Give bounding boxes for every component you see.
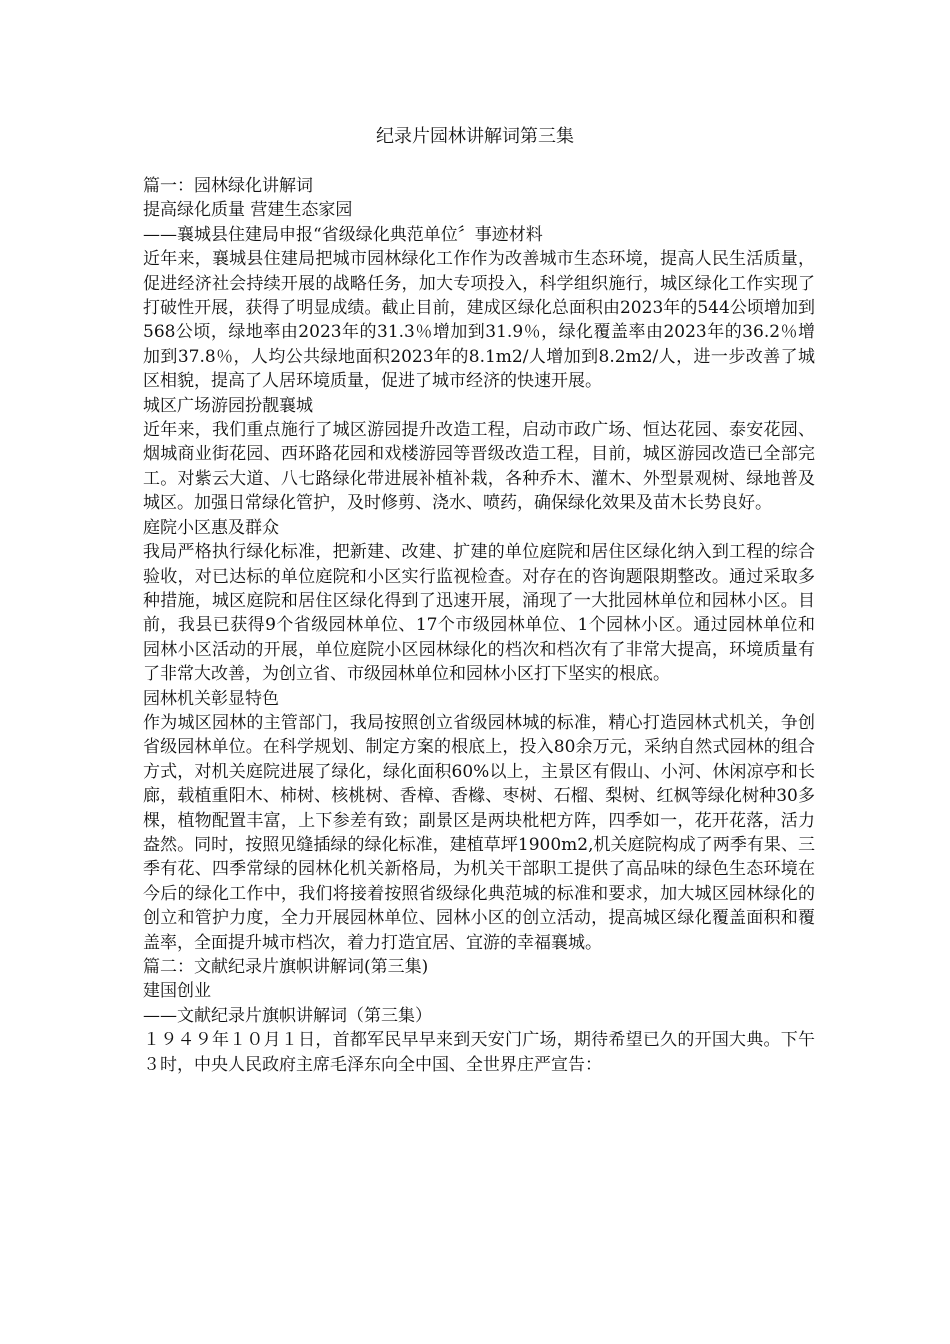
section-subtitle-line: ——文献纪录片旗帜讲解词（第三集）: [143, 1005, 432, 1026]
body-paragraph: 近年来，我们重点施行了城区游园提升改造工程，启动市政广场、恒达花园、泰安花园、烟城商业街花园、西环路花园和戏楼游园等晋级改造工程，目前，城区游园改造已全部完工。对紫云大道、八七路绿化带进展补植补栽，各种乔木、灌木、外型景观树、绿地普及城区。加强日常绿化管护，及时修剪、浇水、喷药，确保绿化效果及苗木长势良好。: [143, 420, 815, 514]
section-subtitle: 提高绿化质量 营建生态家园: [143, 200, 353, 221]
section-heading-1: 篇一：园林绿化讲解词: [143, 176, 313, 196]
body-paragraph: 近年来，襄城县住建局把城市园林绿化工作作为改善城市生态环境，提高人民生活质量，促进经济社会持续开展的战略任务，加大专项投入，科学组织施行，城区绿化工作实现了打破性开展，获得了明显成绩。截止目前，建成区绿化总面积由2023年的544公顷增加到568公顷，绿地率由2023年的31.3％增加到31.9％，绿化覆盖率由2023年的36.2％增加到37.8％，人均公共绿地面积2023年的8.1m2/人增加到8.2m2/人，进一步改善了城区相貌，提高了人居环境质量，促进了城市经济的快速开展。: [143, 249, 815, 392]
section-heading-2: 篇二：文献纪录片旗帜讲解词(第三集): [143, 957, 429, 977]
body-paragraph: 我局严格执行绿化标准，把新建、改建、扩建的单位庭院和居住区绿化纳入到工程的综合验收，对已达标的单位庭院和小区实行监视检查。对存在的咨询题限期整改。通过采取多种措施，城区庭院和居住区绿化得到了迅速开展，涌现了一大批园林单位和园林小区。目前，我县已获得9个省级园林单位、17个市级园林单位、1个园林小区。通过园林单位和园林小区活动的开展，单位庭院小区园林绿化的档次和档次有了非常大提高，环境质量有了非常大改善，为创立省、市级园林单位和园林小区打下坚实的根底。: [143, 542, 815, 685]
section-subtitle-line: ——襄城县住建局申报“省级绿化典范单位〞事迹材料: [143, 224, 543, 245]
subsection-heading: 城区广场游园扮靓襄城: [143, 395, 313, 416]
body-paragraph: １９４９年１０月１日，首都军民早早来到天安门广场，期待希望已久的开国大典。下午３时，中央人民政府主席毛泽东向全中国、全世界庄严宣告：: [143, 1030, 815, 1075]
subsection-heading: 庭院小区惠及群众: [143, 517, 279, 538]
body-paragraph: 作为城区园林的主管部门，我局按照创立省级园林城的标准，精心打造园林式机关，争创省级园林单位。在科学规划、制定方案的根底上，投入80余万元，采纳自然式园林的组合方式，对机关庭院进展了绿化，绿化面积60%以上，主景区有假山、小河、休闲凉亭和长廊，载植重阳木、柿树、核桃树、香樟、香橼、枣树、石榴、梨树、红枫等绿化树种30多棵，植物配置丰富，上下参差有致；副景区是两块枇杷方阵，四季如一，花开花落，活力盎然。同时，按照见缝插绿的绿化标准，建植草坪1900m2,机关庭院构成了两季有果、三季有花、四季常绿的园林化机关新格局，为机关干部职工提供了高品味的绿色生态环境在今后的绿化工作中，我们将接着按照省级绿化典范城的标准和要求，加大城区园林绿化的创立和管护力度，全力开展园林单位、园林小区的创立活动，提高城区绿化覆盖面积和覆盖率，全面提升城市档次，着力打造宜居、宜游的幸福襄城。: [143, 712, 815, 953]
document-body: [143, 174, 815, 1077]
subsection-heading: 园林机关彰显特色: [143, 688, 279, 709]
document-title: 纪录片园林讲解词第三集: [376, 126, 574, 147]
section-subtitle: 建国创业: [143, 981, 211, 1002]
